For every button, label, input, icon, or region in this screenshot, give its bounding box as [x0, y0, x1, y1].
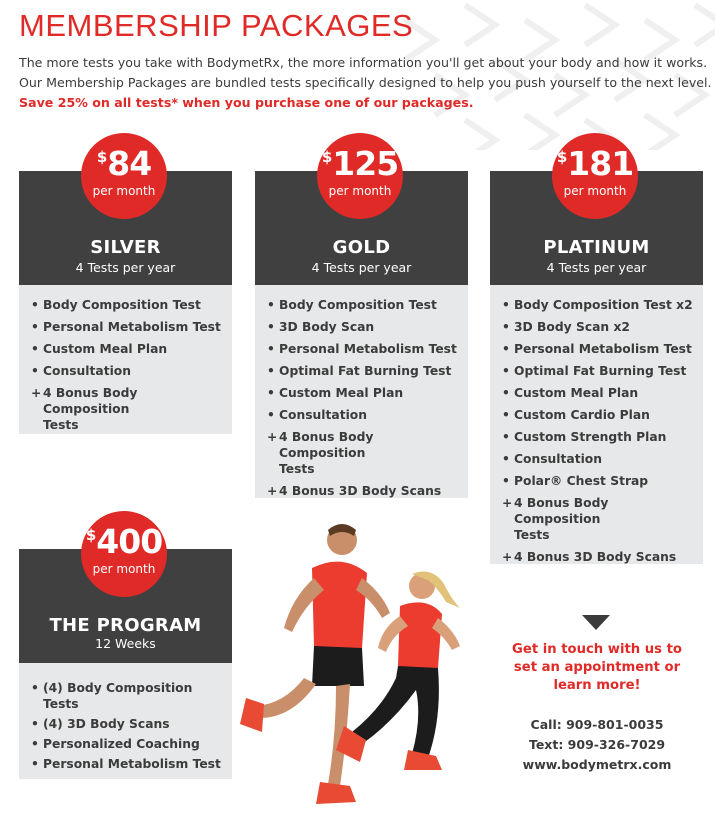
intro-line: The more tests you take with BodymetRx, the more information you'll get about your body and how it works. [19, 55, 708, 70]
feature-list [19, 663, 232, 772]
contact-info [492, 715, 702, 775]
feature-item: + 4 Bonus 3D Body Scans [502, 550, 677, 564]
feature-item: • 3D Body Scan x2 [502, 320, 630, 334]
price-amount: 400 [96, 522, 163, 561]
feature-item: • Personal Metabolism Test [31, 320, 221, 334]
intro-text [19, 53, 712, 113]
feature-item: • Personalized Coaching [31, 737, 200, 751]
feature-item: • Polar® Chest Strap [502, 474, 649, 488]
package-subtitle: 12 Weeks [95, 636, 156, 651]
feature-item: + 4 Bonus 3D Body Scans [267, 484, 442, 498]
feature-item: • Custom Cardio Plan [502, 408, 650, 422]
feature-item: • Custom Meal Plan [267, 386, 404, 400]
feature-item: • Consultation [267, 408, 367, 422]
feature-panel [255, 285, 468, 498]
feature-item: • Custom Strength Plan [502, 430, 667, 444]
website-link[interactable]: www.bodymetrx.com [522, 757, 672, 772]
feature-item: • Optimal Fat Burning Test [502, 364, 687, 378]
cta-text [492, 641, 702, 695]
feature-list [19, 285, 232, 433]
price-period: per month [328, 184, 392, 198]
currency-symbol: $ [96, 148, 108, 166]
package-subtitle: 4 Tests per year [311, 260, 412, 275]
feature-panel [19, 663, 232, 779]
package-name: GOLD [332, 237, 391, 258]
package-name: THE PROGRAM [49, 615, 202, 636]
page-title: MEMBERSHIP PACKAGES [19, 8, 414, 43]
price-badge [81, 511, 167, 597]
package-name: PLATINUM [543, 237, 650, 258]
feature-item: • Custom Meal Plan [502, 386, 639, 400]
feature-item: • Body Composition Test [267, 298, 437, 312]
feature-item: + 4 Bonus Body Composition Tests [31, 386, 138, 432]
currency-symbol: $ [556, 148, 568, 166]
feature-item: • (4) Body Composition Tests [31, 681, 193, 711]
feature-item: + 4 Bonus Body Composition Tests [502, 496, 609, 542]
price-amount: 181 [567, 144, 634, 183]
feature-item: • 3D Body Scan [267, 320, 375, 334]
package-subtitle: 4 Tests per year [546, 260, 647, 275]
package-name: SILVER [90, 237, 161, 258]
feature-item: • Personal Metabolism Test [267, 342, 457, 356]
intro-line: Our Membership Packages are bundled tests specifically designed to help you push yourself to the next level. [19, 75, 712, 90]
feature-item: • Consultation [31, 364, 131, 378]
price-badge [552, 133, 638, 219]
feature-list [255, 285, 468, 499]
feature-list [490, 285, 703, 565]
phone-call[interactable]: Call: 909-801-0035 [530, 717, 664, 732]
cta-line: learn more! [553, 678, 641, 693]
feature-item: • Body Composition Test [31, 298, 201, 312]
feature-panel [490, 285, 703, 564]
feature-item: • Body Composition Test x2 [502, 298, 693, 312]
feature-item: • Optimal Fat Burning Test [267, 364, 452, 378]
price-badge [317, 133, 403, 219]
currency-symbol: $ [321, 148, 333, 166]
price-period: per month [92, 184, 156, 198]
feature-item: • (4) 3D Body Scans [31, 717, 170, 731]
feature-panel [19, 285, 232, 434]
price-amount: 84 [107, 144, 152, 183]
save-offer: Save 25% on all tests* when you purchase one of our packages. [19, 95, 474, 110]
down-triangle-icon [582, 615, 610, 631]
price-period: per month [563, 184, 627, 198]
currency-symbol: $ [85, 526, 97, 544]
price-amount: 125 [332, 144, 399, 183]
runners-photo [232, 518, 482, 818]
feature-item: • Personal Metabolism Test [31, 757, 221, 771]
price-period: per month [92, 562, 156, 576]
feature-item: • Consultation [502, 452, 602, 466]
package-subtitle: 4 Tests per year [75, 260, 176, 275]
phone-text[interactable]: Text: 909-326-7029 [528, 737, 666, 752]
cta-line: set an appointment or [513, 660, 681, 675]
feature-item: • Personal Metabolism Test [502, 342, 692, 356]
feature-item: + 4 Bonus Body Composition Tests [267, 430, 374, 476]
cta-line: Get in touch with us to [512, 642, 682, 657]
price-badge [81, 133, 167, 219]
feature-item: • Custom Meal Plan [31, 342, 168, 356]
